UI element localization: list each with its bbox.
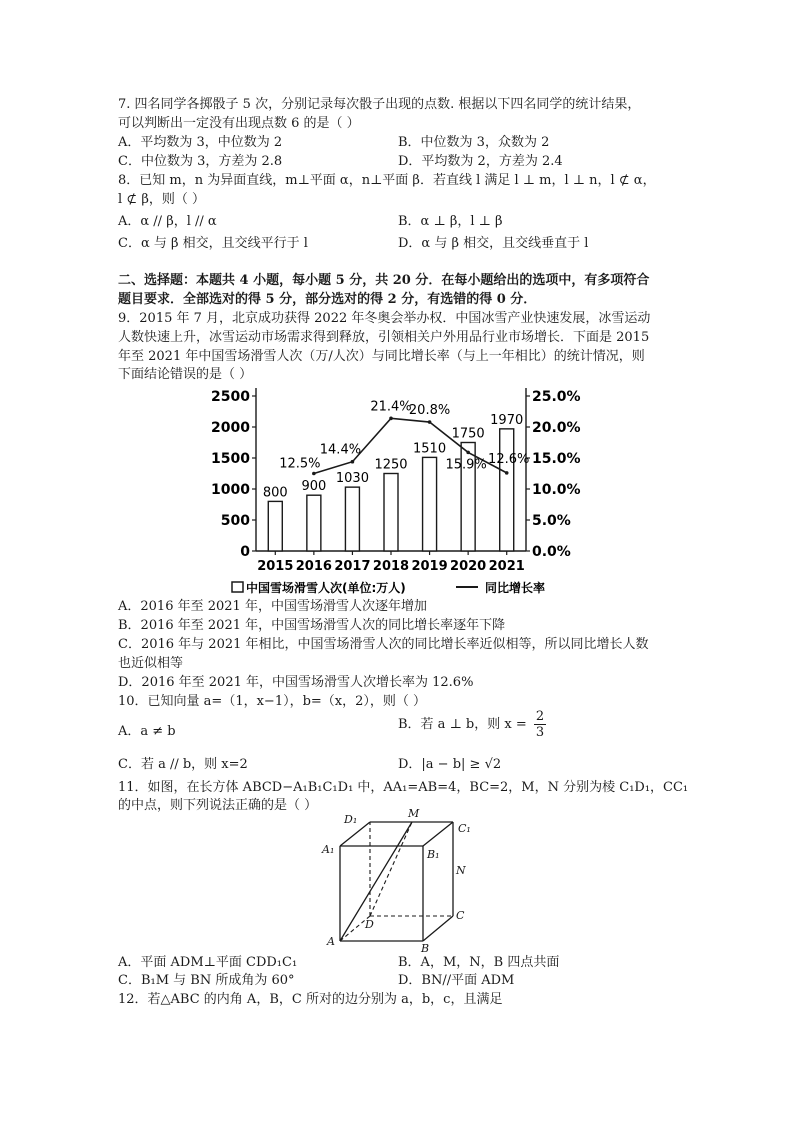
y-tick-label-right: 5.0%: [532, 513, 571, 529]
q11-cuboid-figure: [318, 806, 478, 952]
q8-stem-line2: l ⊄ β，则（ ）: [118, 192, 205, 207]
y-tick-label-left: 0: [240, 544, 250, 560]
q7-stem-line1: 7. 四名同学各掷骰子 5 次，分别记录每次骰子出现的点数. 根据以下四名同学的统计结果，: [118, 97, 641, 112]
line-value-label: 15.9%: [445, 457, 487, 473]
line-value-label: 14.4%: [319, 442, 362, 458]
y-tick-label-right: 20.0%: [532, 420, 581, 436]
q10-fraction-numerator: 2: [535, 709, 545, 724]
q10-stem: 10．已知向量 a=（1，x−1），b=（x，2），则（ ）: [118, 694, 427, 709]
bar-2016: [307, 495, 321, 551]
q11-option-d: D．BN//平面 ADM: [398, 973, 515, 988]
label-d1: D₁: [344, 813, 358, 826]
bar-value-label: 1030: [335, 471, 369, 487]
y-tick-label-right: 15.0%: [532, 451, 581, 467]
section2-heading-line1: 二、选择题：本题共 4 小题，每小题 5 分，共 20 分．在每小题给出的选项中，有多项符合: [118, 273, 650, 288]
q9-option-a: A．2016 年至 2021 年，中国雪场滑雪人次逐年增加: [118, 599, 427, 614]
q9-option-d: D．2016 年至 2021 年，中国雪场滑雪人次增长率为 12.6%: [118, 675, 474, 690]
q10-option-d: D．|a − b| ≥ √2: [398, 757, 502, 772]
y-tick-label-right: 0.0%: [532, 544, 571, 560]
q8-option-d: D．α 与 β 相交，且交线垂直于 l: [398, 236, 589, 251]
bar-2019: [423, 457, 437, 551]
q9-option-c-line1: C．2016 年与 2021 年相比，中国雪场滑雪人次的同比增长率近似相等，所以同比增长人数: [118, 637, 649, 652]
q9-option-c-line2: 也近似相等: [118, 656, 184, 671]
q10-option-c: C．若 a // b，则 x=2: [118, 757, 248, 772]
segment-am: [340, 822, 412, 941]
q9-stem-line3: 年至 2021 年中国雪场滑雪人次（万/人次）与同比增长率（与上一年相比）的统计情况，则: [118, 349, 645, 364]
bar-2017: [345, 487, 359, 551]
x-tick-label: 2019: [411, 559, 448, 574]
q7-option-d: D．平均数为 2，方差为 2.4: [398, 154, 563, 169]
label-b1: B₁: [427, 848, 440, 861]
q11-stem-line2: 的中点，则下列说法正确的是（ ）: [118, 798, 318, 813]
bar-value-label: 900: [301, 479, 327, 495]
bar-2021: [500, 429, 514, 551]
y-tick-label-left: 2000: [211, 420, 250, 436]
label-a1: A₁: [322, 843, 335, 856]
q10-option-b-text: B．若 a ⊥ b，则 x =: [398, 717, 527, 732]
bar-value-label: 1750: [451, 426, 485, 442]
q7-option-a: A．平均数为 3，中位数为 2: [118, 135, 283, 150]
edge-bc: [423, 916, 453, 941]
q11-option-c: C．B₁M 与 BN 所成角为 60°: [118, 973, 295, 988]
line-value-label: 21.4%: [370, 399, 412, 415]
bar-2018: [384, 474, 398, 552]
x-tick-label: 2018: [372, 559, 410, 574]
y-tick-label-left: 2500: [211, 389, 250, 405]
q9-option-b: B．2016 年至 2021 年，中国雪场滑雪人次的同比增长率逐年下降: [118, 618, 506, 633]
x-tick-label: 2020: [450, 559, 487, 574]
q8-stem-line1: 8．已知 m，n 为异面直线，m⊥平面 α，n⊥平面 β．若直线 l 满足 l ⊥ m，l ⊥ n，l ⊄ α，: [118, 173, 656, 188]
y-tick-label-right: 25.0%: [532, 389, 581, 405]
label-a: A: [327, 935, 335, 948]
line-value-label: 12.6%: [488, 451, 530, 467]
bar-2015: [268, 501, 282, 551]
q8-option-c: C．α 与 β 相交，且交线平行于 l: [118, 236, 308, 251]
x-tick-label: 2017: [334, 559, 371, 574]
q9-chart: [200, 378, 600, 600]
label-d: D: [365, 918, 374, 931]
q11-option-a: A．平面 ADM⊥平面 CDD₁C₁: [118, 955, 298, 970]
legend-bar-label: 中国雪场滑雪人次(单位:万人): [246, 581, 406, 595]
q10-fraction: [534, 709, 546, 740]
q8-option-a: A．α // β，l // α: [118, 214, 217, 229]
label-b: B: [421, 942, 430, 952]
y-tick-label-left: 500: [220, 513, 250, 529]
q9-stem-line2: 人数快速上升，冰雪运动市场需求得到释放，引领相关户外用品行业市场增长．下面是 2015: [118, 330, 650, 345]
bar-value-label: 1250: [374, 457, 408, 473]
q11-option-b: B．A，M，N，B 四点共面: [398, 955, 560, 970]
q9-stem-line4: 下面结论错误的是（ ）: [118, 367, 253, 382]
legend-bar-swatch: [232, 582, 243, 592]
q11-stem-line1: 11．如图，在长方体 ABCD−A₁B₁C₁D₁ 中，AA₁=AB=4，BC=2，M，N 分别为棱 C₁D₁，CC₁: [118, 780, 689, 795]
q7-option-b: B．中位数为 3，众数为 2: [398, 135, 550, 150]
y-tick-label-left: 1500: [211, 451, 250, 467]
q12-stem: 12．若△ABC 的内角 A，B，C 所对的边分别为 a，b，c，且满足: [118, 992, 503, 1007]
label-m: M: [408, 807, 420, 820]
q10-option-b: [398, 709, 546, 740]
section2-heading-line2: 题目要求．全部选对的得 5 分，部分选对的得 2 分，有选错的得 0 分．: [118, 292, 537, 307]
label-c1: C₁: [458, 822, 471, 835]
x-tick-label: 2021: [488, 559, 525, 574]
label-n: N: [456, 864, 466, 877]
q10-fraction-denominator: 3: [535, 725, 545, 740]
x-tick-label: 2015: [257, 559, 294, 574]
y-tick-label-left: 1000: [211, 482, 250, 498]
legend-line-label: 同比增长率: [485, 581, 546, 595]
edge-b1c1: [423, 822, 453, 846]
q7-stem-line2: 可以判断出一定没有出现点数 6 的是（ ）: [118, 116, 360, 131]
bar-value-label: 1510: [413, 441, 447, 457]
x-tick-label: 2016: [295, 559, 332, 574]
line-value-label: 20.8%: [408, 403, 451, 419]
bar-value-label: 800: [262, 485, 288, 501]
q8-option-b: B．α ⊥ β，l ⊥ β: [398, 214, 503, 229]
line-value-label: 12.5%: [279, 456, 321, 472]
q10-option-a: A．a ≠ b: [118, 724, 176, 739]
segment-dm-hidden: [370, 822, 412, 916]
label-c: C: [456, 909, 465, 922]
y-tick-label-right: 10.0%: [532, 482, 581, 498]
q7-option-c: C．中位数为 3，方差为 2.8: [118, 154, 283, 169]
q9-stem-line1: 9．2015 年 7 月，北京成功获得 2022 年冬奥会举办权．中国冰雪产业快速发展，冰雪运动: [118, 311, 651, 326]
bar-value-label: 1970: [490, 412, 524, 428]
